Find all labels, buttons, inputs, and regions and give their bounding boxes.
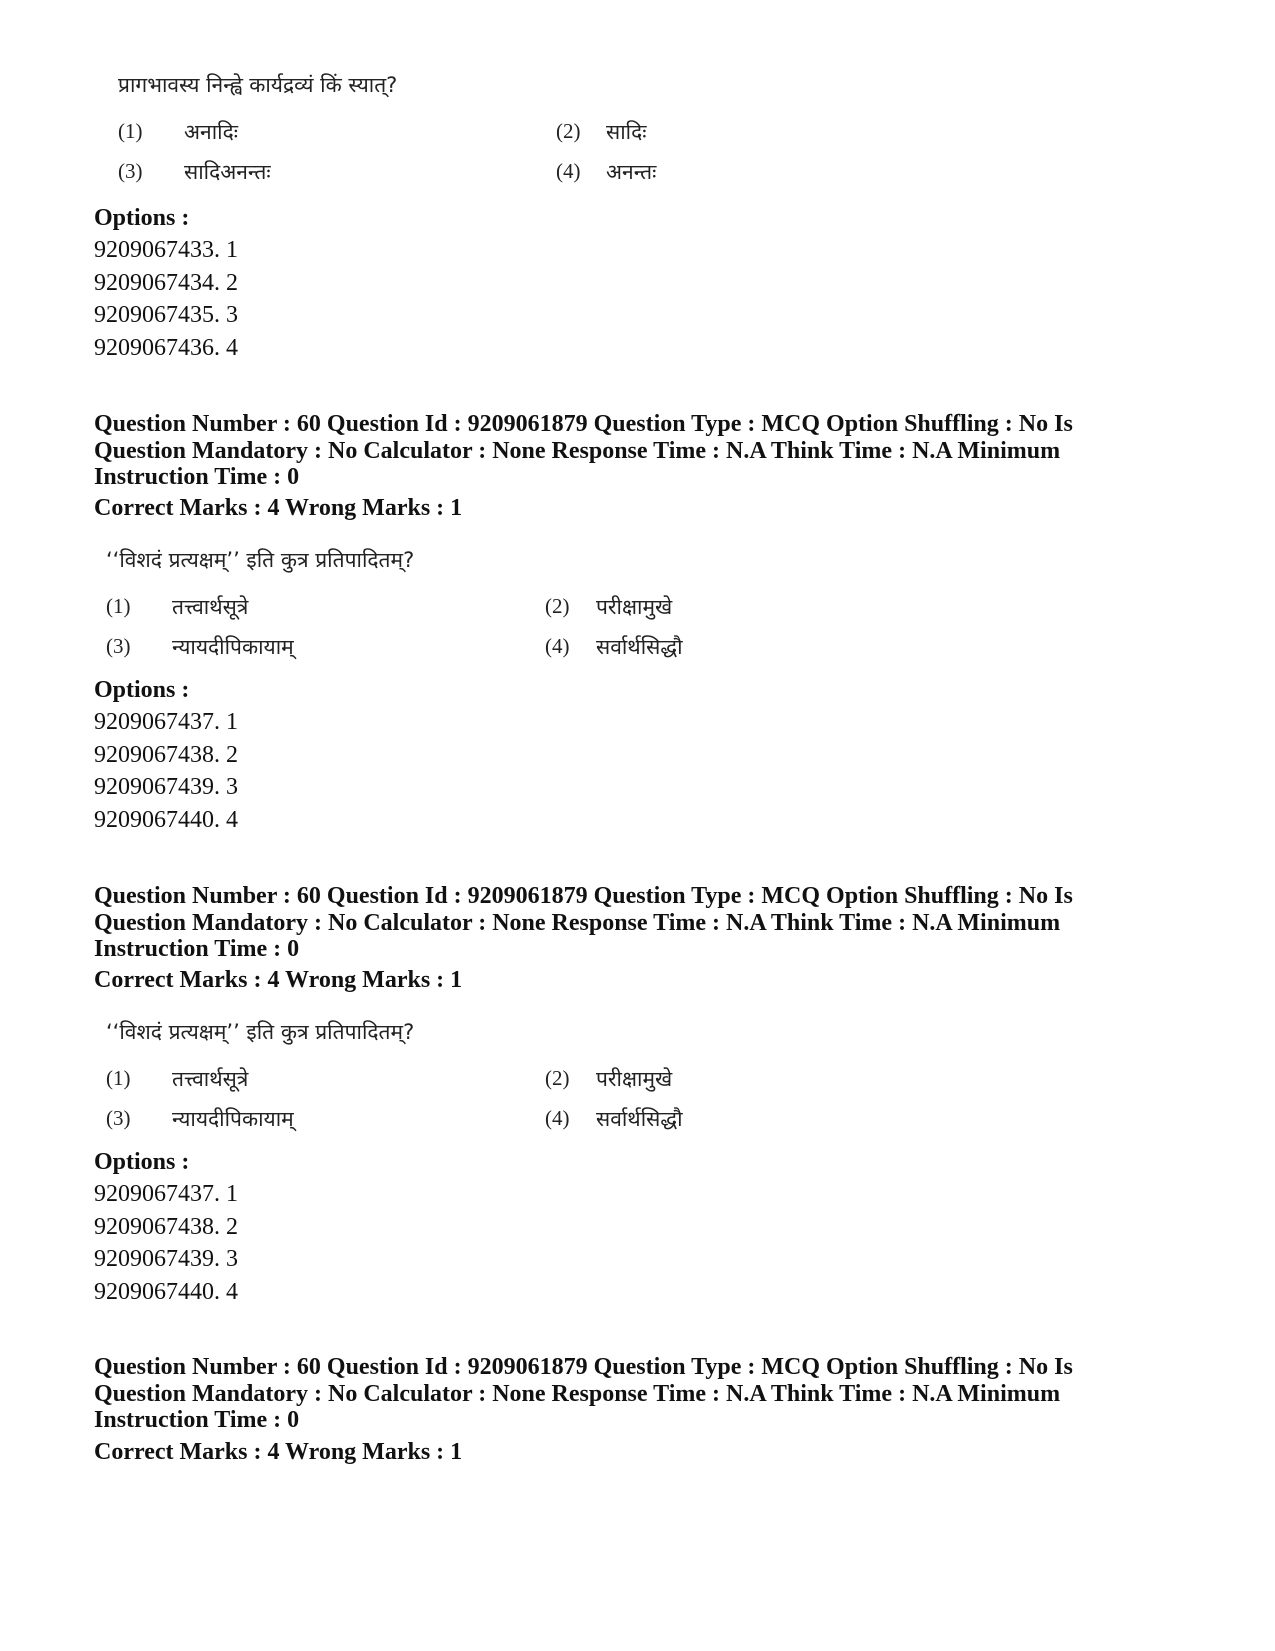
option-id: 9209067437. 1 xyxy=(94,1181,238,1207)
choice-number: (2) xyxy=(556,119,581,143)
choice-number: (4) xyxy=(545,634,570,658)
choice-number: (2) xyxy=(545,594,570,618)
option-id: 9209067440. 4 xyxy=(94,1279,238,1305)
question-text: ‘‘विशदं प्रत्यक्षम्’’ इति कुत्र प्रतिपादितम्? xyxy=(106,548,415,572)
question-meta-line: Question Number : 60 Question Id : 9209061879 Question Type : MCQ Option Shuffling : No Is xyxy=(94,1354,1073,1380)
question-meta-line: Instruction Time : 0 xyxy=(94,936,300,962)
marks-line: Correct Marks : 4 Wrong Marks : 1 xyxy=(94,495,463,521)
choice-text: तत्त्वार्थसूत्रे xyxy=(172,595,249,619)
choice-text: परीक्षामुखे xyxy=(596,595,673,619)
option-id: 9209067433. 1 xyxy=(94,237,238,263)
question-meta-line: Question Mandatory : No Calculator : None Response Time : N.A Think Time : N.A Minimum xyxy=(94,438,1061,464)
options-label: Options : xyxy=(94,1149,190,1175)
choice-text: न्यायदीपिकायाम् xyxy=(172,1107,294,1131)
choice-text: अनन्तः xyxy=(606,160,657,184)
question-meta-line: Question Number : 60 Question Id : 9209061879 Question Type : MCQ Option Shuffling : No Is xyxy=(94,883,1073,909)
option-id: 9209067436. 4 xyxy=(94,335,238,361)
choice-number: (1) xyxy=(106,1066,131,1090)
option-id: 9209067435. 3 xyxy=(94,302,238,328)
choice-text: सर्वार्थसिद्धौ xyxy=(596,635,683,659)
choice-number: (2) xyxy=(545,1066,570,1090)
option-id: 9209067440. 4 xyxy=(94,807,238,833)
question-meta-line: Question Mandatory : No Calculator : None Response Time : N.A Think Time : N.A Minimum xyxy=(94,910,1061,936)
choice-text: तत्त्वार्थसूत्रे xyxy=(172,1067,249,1091)
choice-text: अनादिः xyxy=(184,120,238,144)
choice-text: सादिः xyxy=(606,120,647,144)
question-text: ‘‘विशदं प्रत्यक्षम्’’ इति कुत्र प्रतिपादितम्? xyxy=(106,1020,415,1044)
question-text: प्रागभावस्य निन्ह्वे कार्यद्रव्यं किं स्यात्? xyxy=(118,73,398,97)
choice-number: (3) xyxy=(106,1106,131,1130)
option-id: 9209067439. 3 xyxy=(94,1246,238,1272)
choice-number: (4) xyxy=(556,159,581,183)
options-label: Options : xyxy=(94,677,190,703)
option-id: 9209067438. 2 xyxy=(94,742,238,768)
question-meta-line: Question Number : 60 Question Id : 9209061879 Question Type : MCQ Option Shuffling : No Is xyxy=(94,411,1073,437)
question-meta-line: Question Mandatory : No Calculator : None Response Time : N.A Think Time : N.A Minimum xyxy=(94,1381,1061,1407)
choice-number: (1) xyxy=(106,594,131,618)
option-id: 9209067438. 2 xyxy=(94,1214,238,1240)
choice-number: (4) xyxy=(545,1106,570,1130)
choice-number: (1) xyxy=(118,119,143,143)
marks-line: Correct Marks : 4 Wrong Marks : 1 xyxy=(94,967,463,993)
choice-text: न्यायदीपिकायाम् xyxy=(172,635,294,659)
question-meta-line: Instruction Time : 0 xyxy=(94,1407,300,1433)
choice-text: परीक्षामुखे xyxy=(596,1067,673,1091)
option-id: 9209067434. 2 xyxy=(94,270,238,296)
choice-text: सादिअनन्तः xyxy=(184,160,271,184)
question-meta-line: Instruction Time : 0 xyxy=(94,464,300,490)
options-label: Options : xyxy=(94,205,190,231)
choice-number: (3) xyxy=(106,634,131,658)
option-id: 9209067439. 3 xyxy=(94,774,238,800)
marks-line: Correct Marks : 4 Wrong Marks : 1 xyxy=(94,1439,463,1465)
choice-text: सर्वार्थसिद्धौ xyxy=(596,1107,683,1131)
choice-number: (3) xyxy=(118,159,143,183)
option-id: 9209067437. 1 xyxy=(94,709,238,735)
